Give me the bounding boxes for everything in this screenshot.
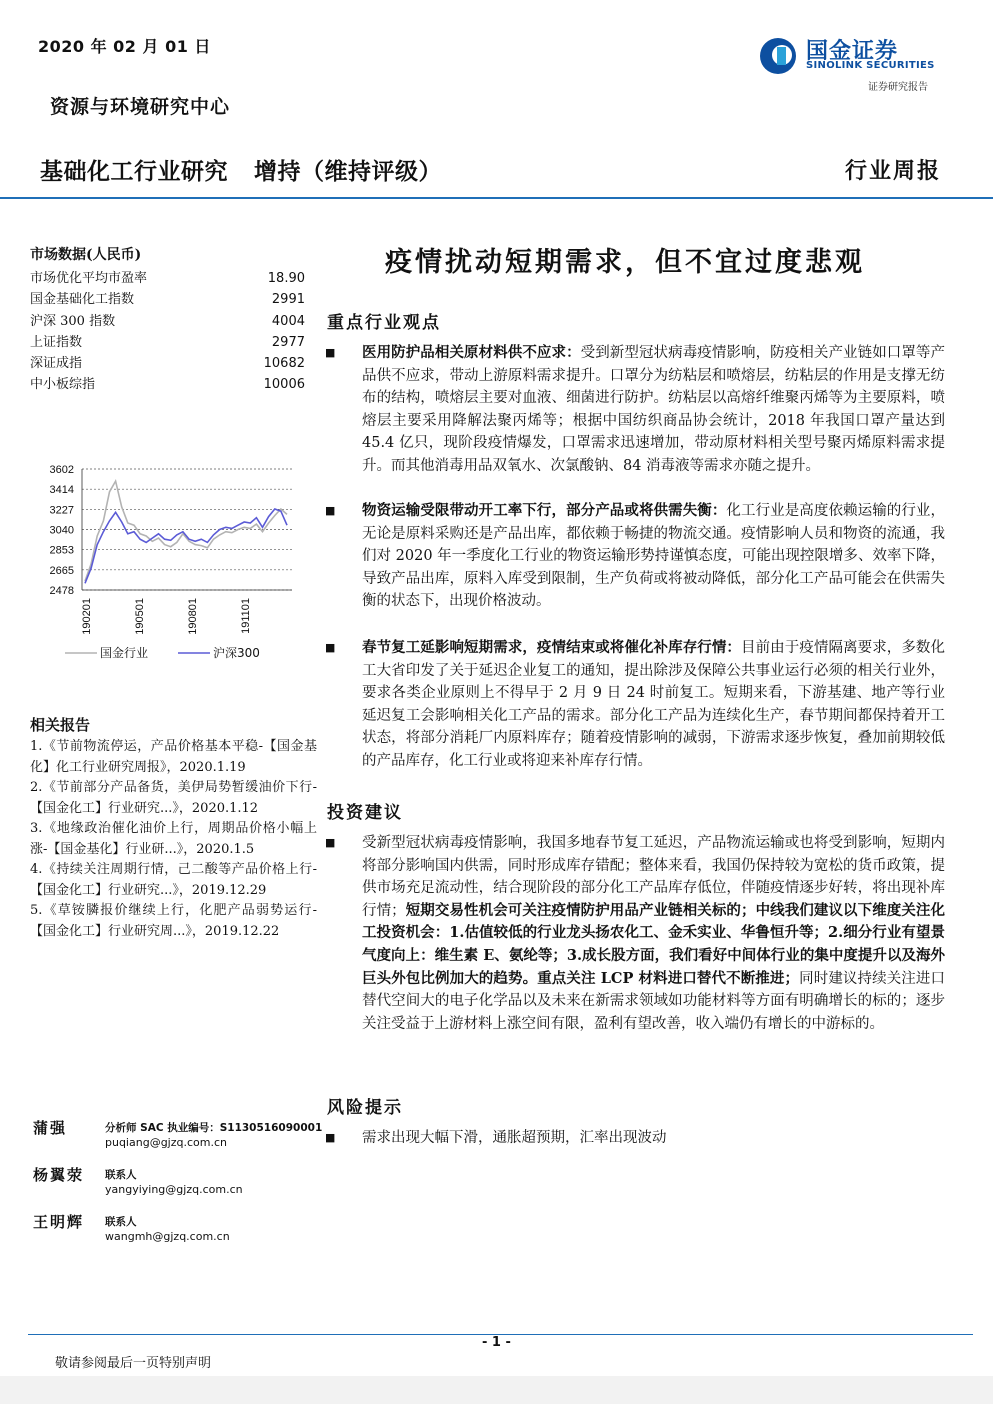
series-line	[85, 509, 287, 583]
bullet-item	[325, 342, 945, 478]
x-tick-label: 191101	[240, 598, 252, 634]
bullet-text: 目前由于疫情隔离要求，多数化工大省印发了关于延迟企业复工的通知，提出除涉及保障公共事业运行必须的相关行业外，要求各类企业原则上不得早于 2 月 9 日 24 时前复工。短期来看，下游基建、地产等行业延迟复工会影响相关化工产品的需求。部分化工产品为连续化生产，春节期间都保持着开工状态，将部分消耗厂内原料库存；随着疫情影响的减弱，下游需求逐步恢复，叠加前期较低的产品库存，化工行业或将迎来补库存行情。	[362, 640, 945, 769]
related-report-item[interactable]: 1.《节前物流停运，产品价格基本平稳-【国金基化】化工行业研究周报》，2020.1.19	[30, 739, 317, 775]
market-value: 4004	[271, 313, 305, 329]
market-data-title: 市场数据(人民币)	[30, 247, 142, 263]
analyst-name: 王明辉	[33, 1213, 85, 1231]
bullet-item	[325, 832, 945, 1035]
analyst-name: 蒲强	[33, 1119, 68, 1137]
related-report-item[interactable]: 3.《地缘政治催化油价上行，周期品价格小幅上涨-【国金基化】行业研...》，2020.1.5	[30, 821, 317, 857]
market-label: 市场优化平均市盈率	[30, 271, 148, 286]
related-report-item[interactable]: 5.《草铵膦报价继续上行，化肥产品弱势运行-【国金化工】行业研究周...》，2019.12.22	[30, 903, 317, 939]
market-value: 10682	[263, 356, 305, 372]
market-row	[30, 332, 315, 353]
series-line	[85, 481, 287, 581]
x-tick-label: 190801	[187, 598, 199, 635]
section-heading-risk: 风险提示	[327, 1098, 403, 1118]
market-label: 国金基础化工指数	[30, 292, 135, 308]
analyst-email[interactable]: wangmh@gjzq.com.cn	[105, 1230, 230, 1243]
related-reports-list	[30, 737, 317, 942]
market-row	[30, 353, 315, 374]
y-tick-label: 3414	[49, 484, 74, 497]
logo-text-en: SINOLINK SECURITIES	[806, 60, 935, 71]
market-value: 10006	[263, 377, 305, 393]
legend-label: 国金行业	[100, 646, 149, 660]
industry-name: 基础化工行业研究	[40, 159, 228, 185]
market-row	[30, 268, 315, 289]
x-tick-label: 190501	[134, 598, 146, 635]
disclaimer: 敬请参阅最后一页特别声明	[55, 1356, 212, 1371]
bullet-text: 需求出现大幅下滑，通胀超预期，汇率出现波动	[362, 1130, 667, 1146]
logo-text-cn: 国金证券	[806, 39, 899, 64]
bullet-emphasis: 短期交易性机会可关注疫情防护用品产业链相关标的；中线我们建议以下维度关注化工投资机会：1.估值较低的行业龙头扬农化工、金禾实业、华鲁恒升等；2.细分行业有望景气度向上：维生素 E、氨纶等；3.成长股方面，我们看好中间体行业的集中度提升以及海外巨头外包比例加大的趋势。重点关注 LCP 材料进口替代不断推进；	[362, 901, 945, 987]
y-tick-label: 3227	[49, 504, 74, 517]
section-heading-industry-view: 重点行业观点	[327, 313, 441, 333]
industry-rating-line	[40, 153, 468, 186]
rating: 增持（维持评级）	[254, 159, 442, 185]
analyst-role: 联系人	[105, 1169, 137, 1181]
bullet-heading: 春节复工延影响短期需求，疫情结束或将催化补库存行情：	[362, 639, 741, 656]
legend-label: 沪深300	[213, 646, 260, 660]
research-center: 资源与环境研究中心	[50, 96, 231, 118]
market-label: 深证成指	[30, 356, 83, 372]
bullet-heading: 医用防护品相关原材料供不应求：	[362, 344, 581, 361]
bullet-text: 受新型冠状病毒疫情影响，我国多地春节复工延迟，产品物流运输或也将受到影响，短期内将部分影响国内供需，同时形成库存错配；整体来看，我国仍保持较为宽松的货币政策，提供市场充足流动性，结合现阶段的部分化工产品库存低位，伴随疫情逐步好转，将出现补库行情；	[362, 835, 945, 919]
logo-subtitle: 证券研究报告	[868, 82, 928, 93]
y-tick-label: 2478	[49, 585, 74, 597]
bullet-square-icon: ■	[325, 504, 336, 517]
index-line-chart	[30, 455, 300, 670]
analyst-role: 分析师 SAC 执业编号：S1130516090001	[105, 1122, 323, 1134]
analyst-email[interactable]: puqiang@gjzq.com.cn	[105, 1136, 227, 1149]
bullet-square-icon: ■	[325, 1131, 336, 1144]
y-tick-label: 2853	[49, 544, 74, 557]
market-data	[30, 244, 315, 396]
bullet-square-icon: ■	[325, 836, 336, 849]
bullet-square-icon: ■	[325, 641, 336, 654]
y-tick-label: 3602	[49, 464, 74, 476]
report-title: 疫情扰动短期需求，但不宜过度悲观	[385, 247, 865, 278]
x-tick-label: 190201	[81, 598, 93, 635]
bullet-square-icon: ■	[325, 346, 336, 359]
bullet-text: 化工行业是高度依赖运输的行业，无论是原料采购还是产品出库，都依赖于畅捷的物流交通。疫情影响人员和物资的流通，我们对 2020 年一季度化工行业的物资运输形势持谨慎态度，可能出现控限增多、效率下降，导致产品出库，原料入库受到限制，生产负荷或将被动降低，部分化工产品可能会在供需失衡的状态下，出现价格波动。	[362, 503, 945, 610]
market-row	[30, 374, 315, 395]
related-report-item[interactable]: 4.《持续关注周期行情，己二酸等产品价格上行-【国金化工】行业研究...》，2019.12.29	[30, 862, 317, 898]
market-label: 中小板综指	[30, 377, 96, 393]
page-number: - 1 -	[482, 1335, 511, 1350]
bullet-text: 同时建议持续关注进口替代空间大的电子化学品以及未来在新需求领域如功能材料等方面有明确增长的标的；逐步关注受益于上游材料上涨空间有限，盈利有望改善，收入端仍有增长的中游标的。	[362, 970, 946, 1032]
related-report-item[interactable]: 2.《节前部分产品备货，美伊局势暂缓油价下行-【国金化工】行业研究...》，2020.1.12	[30, 780, 317, 816]
bullet-item	[325, 1127, 945, 1150]
market-label: 上证指数	[30, 334, 83, 350]
related-reports-title: 相关报告	[30, 716, 91, 734]
market-row	[30, 311, 315, 332]
bullet-text: 受到新型冠状病毒疫情影响，防疫相关产业链如口罩等产品供不应求，带动上游原料需求提升。口罩分为纺粘层和喷熔层，纺粘层的作用是支撑无纺布的结构，喷熔层主要对血液、细菌进行防护。纺粘层以高熔纤维聚丙烯等为主要原料，喷熔层主要采用降解法聚丙烯等；根据中国纺织商品协会统计，2018 年我国口罩产量达到 45.4 亿只，现阶段疫情爆发，口罩需求迅速增加，带动原材料相关型号聚丙烯原料需求提升。而其他消毒用品双氧水、次氯酸钠、84 消毒液等需求亦随之提升。	[362, 345, 946, 474]
section-heading-investment: 投资建议	[327, 803, 403, 823]
report-date: 2020 年 02 月 01 日	[38, 37, 211, 56]
bullet-heading: 物资运输受限带动开工率下行，部分产品或将供需失衡：	[362, 502, 727, 519]
bullet-item	[325, 500, 945, 613]
analyst-email[interactable]: yangyiying@gjzq.com.cn	[105, 1183, 243, 1196]
analyst-name: 杨翼荥	[33, 1166, 85, 1184]
market-value: 2977	[271, 334, 305, 350]
y-tick-label: 3040	[49, 524, 74, 537]
market-label: 沪深 300 指数	[30, 313, 116, 329]
footer-band	[0, 1376, 993, 1404]
market-value: 18.90	[267, 271, 305, 286]
bullet-item	[325, 637, 945, 773]
header-rule	[0, 197, 993, 199]
analyst-role: 联系人	[105, 1216, 137, 1228]
report-type: 行业周报	[844, 158, 941, 184]
market-value: 2991	[271, 292, 305, 308]
market-row	[30, 289, 315, 310]
y-tick-label: 2665	[49, 564, 74, 577]
